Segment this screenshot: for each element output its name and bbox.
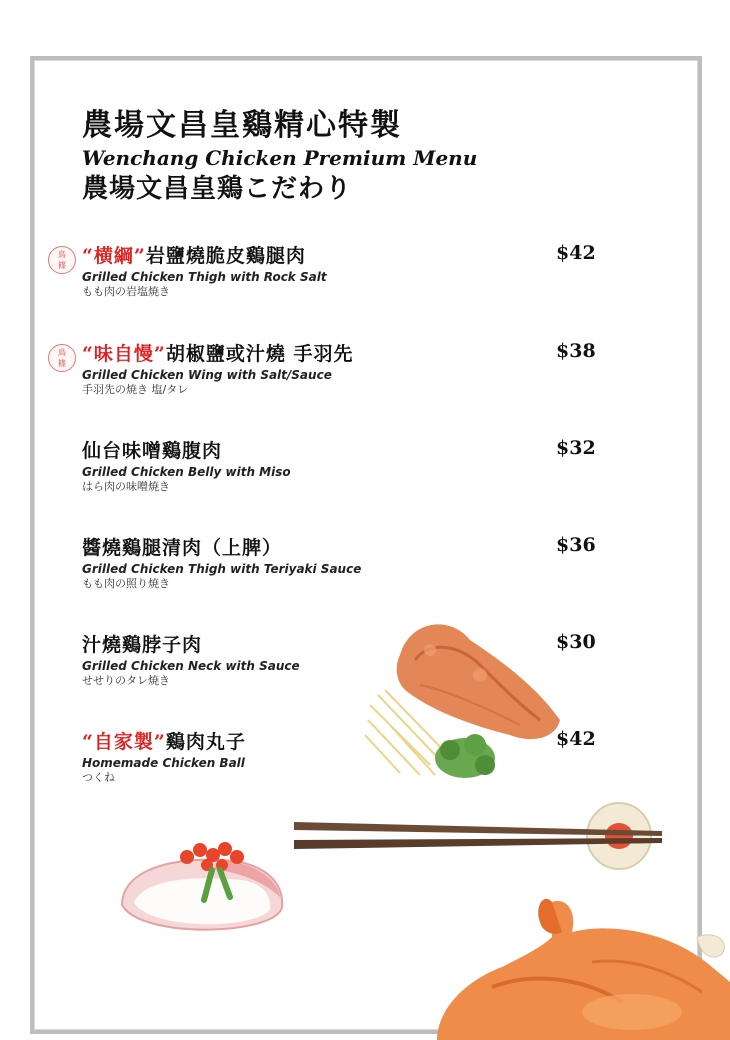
menu-item-title: “横綱”岩鹽燒脆皮鷄腿肉	[82, 245, 306, 267]
menu-item-title: 醬燒鷄腿清肉（上脾）	[82, 537, 283, 559]
menu-item-english: Homemade Chicken Ball	[82, 756, 245, 770]
menu-item-english: Grilled Chicken Wing with Salt/Sauce	[82, 368, 332, 382]
menu-item-price: $42	[556, 728, 596, 750]
menu-item	[82, 533, 602, 590]
menu-title-english: Wenchang Chicken Premium Menu	[82, 146, 478, 170]
menu-item-title: 仙台味噌鷄腹肉	[82, 440, 223, 462]
menu-item-accent: “味自慢”	[82, 343, 166, 365]
menu-item-title: 汁燒鷄脖子肉	[82, 634, 203, 656]
menu-item-english: Grilled Chicken Thigh with Rock Salt	[82, 270, 327, 284]
menu-item-japanese: せせりのタレ焼き	[82, 674, 170, 687]
menu-item-english: Grilled Chicken Neck with Sauce	[82, 659, 300, 673]
menu-item-japanese: もも肉の照り焼き	[82, 577, 170, 590]
menu-item-price: $36	[556, 534, 596, 556]
menu-item	[82, 436, 602, 493]
menu-item-price: $42	[556, 242, 596, 264]
menu-item-title: “味自慢”胡椒鹽或汁燒 手羽先	[82, 343, 354, 365]
menu-item	[82, 241, 602, 298]
chopsticks-illustration	[292, 798, 667, 873]
menu-item-price: $32	[556, 437, 596, 459]
seal-stamp-icon: 鳥篠	[48, 246, 76, 274]
fried-chicken-illustration	[360, 615, 570, 790]
menu-item-price: $38	[556, 340, 596, 362]
menu-item-english: Grilled Chicken Belly with Miso	[82, 465, 291, 479]
sushi-illustration	[112, 835, 292, 945]
menu-item-japanese: もも肉の岩塩焼き	[82, 285, 170, 298]
menu-title-japanese: 農場文昌皇鶏こだわり	[82, 174, 353, 204]
menu-item-price: $30	[556, 631, 596, 653]
menu-item-accent: “自家製”	[82, 731, 166, 753]
menu-item-japanese: つくね	[82, 771, 115, 784]
menu-item-english: Grilled Chicken Thigh with Teriyaki Sauce	[82, 562, 362, 576]
menu-item-japanese: 手羽先の焼き 塩/タレ	[82, 383, 189, 396]
menu-item-accent: “横綱”	[82, 245, 146, 267]
menu-title-chinese: 農場文昌皇鷄精心特製	[82, 108, 402, 143]
menu-item-japanese: はら肉の味噌焼き	[82, 480, 170, 493]
menu-item-title: “自家製”鷄肉丸子	[82, 731, 246, 753]
roast-chicken-illustration	[432, 892, 730, 1040]
menu-item	[82, 339, 602, 396]
seal-stamp-icon: 鳥篠	[48, 344, 76, 372]
